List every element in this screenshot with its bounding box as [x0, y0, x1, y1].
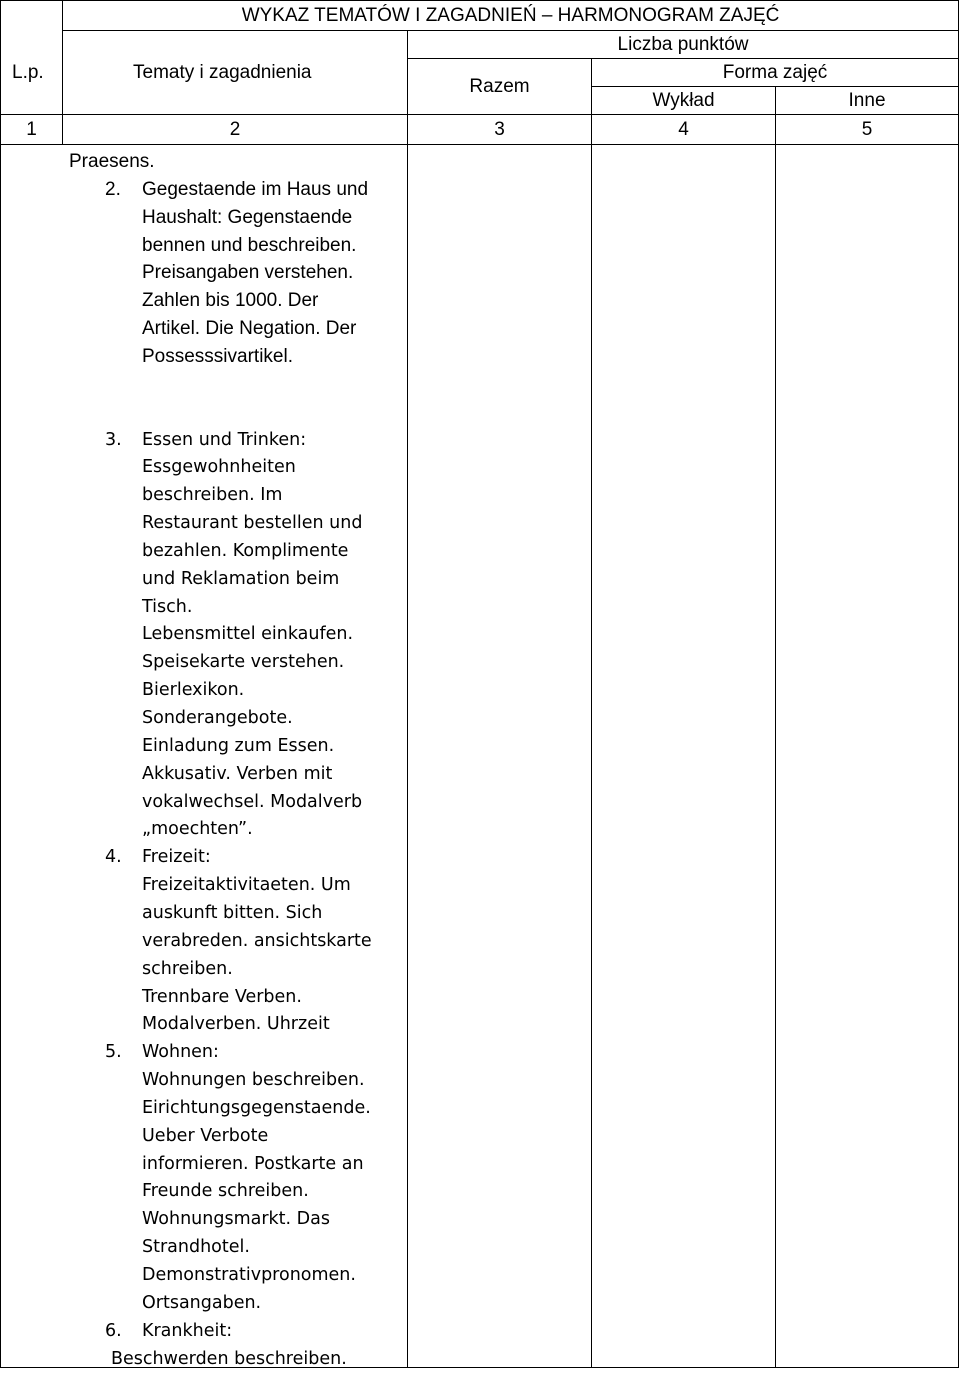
topic-line — [1, 482, 408, 510]
topic-text: Demonstrativpronomen. — [142, 1265, 356, 1285]
topic-text: Possesssivartikel. — [142, 345, 293, 367]
topic-text: Gegestaende im Haus und — [142, 178, 369, 200]
topic-text: Freizeit: — [142, 847, 211, 868]
table-title: WYKAZ TEMATÓW I ZAGADNIEŃ – HARMONOGRAM ZAJĘĆ — [63, 1, 959, 31]
topic-text: informieren. Postkarte an — [142, 1153, 364, 1174]
topic-text: Wohnen: — [142, 1042, 219, 1063]
topic-text: Artikel. Die Negation. Der — [142, 318, 357, 340]
total-header: Razem — [408, 59, 592, 115]
topic-text: Krankheit: — [142, 1320, 233, 1341]
topic-text: auskunft bitten. Sich — [142, 902, 323, 923]
topic-line — [1, 789, 408, 817]
topic-line — [1, 761, 408, 789]
topic-line — [1, 900, 408, 928]
topic-text: Wohnungen beschreiben. — [142, 1070, 365, 1091]
topic-line — [1, 343, 408, 371]
total-cell — [408, 145, 592, 1368]
topic-text: Bierlexikon. — [142, 680, 245, 701]
topic-line — [1, 1206, 408, 1234]
topic-text: Essgewohnheiten — [142, 457, 296, 478]
topic-line — [1, 705, 408, 733]
column-number-3: 3 — [408, 115, 592, 145]
topic-text: verabreden. ansichtskarte — [142, 930, 372, 951]
topic-text: Einladung zum Essen. — [142, 735, 335, 756]
topic-text: Beschwerden beschreiben. — [111, 1348, 347, 1369]
topic-line — [1, 677, 408, 705]
topic-text: Ueber Verbote — [142, 1125, 269, 1146]
topic-text: Freizeitaktivitaeten. Um — [142, 875, 351, 896]
topic-line — [1, 928, 408, 956]
topic-line — [1, 1234, 408, 1262]
topic-text: Ortsangaben. — [142, 1292, 262, 1313]
lp-label: L.p. — [12, 62, 44, 83]
topic-text: bennen und beschreiben. — [142, 234, 357, 256]
topic-text: Tisch. — [142, 596, 193, 617]
topic-text: Eirichtungsgegenstaende. — [142, 1097, 371, 1118]
topic-number: 4. — [105, 847, 122, 868]
topic-line — [1, 1262, 408, 1290]
topic-text: Speisekarte verstehen. — [142, 652, 345, 673]
topic-text: Haushalt: Gegenstaende — [142, 206, 353, 228]
topic-text: „moechten”. — [142, 819, 253, 840]
forms-header: Forma zajęć — [592, 59, 959, 87]
topic-line — [1, 538, 408, 566]
topic-text: Preisangaben verstehen. — [142, 262, 354, 284]
topic-text: Essen und Trinken: — [142, 429, 307, 450]
topic-line — [1, 984, 408, 1012]
topic-line — [1, 427, 408, 455]
topic-line — [1, 148, 408, 176]
topic-line — [1, 176, 408, 204]
topic-text: Freunde schreiben. — [142, 1181, 309, 1202]
topic-number: 3. — [105, 429, 122, 450]
topic-line — [1, 1039, 408, 1067]
topic-line — [1, 594, 408, 622]
topics-label: Tematy i zagadnienia — [133, 62, 312, 83]
other-header: Inne — [776, 87, 959, 115]
topic-text: schreiben. — [142, 958, 233, 979]
topic-number: 2. — [105, 178, 121, 200]
topic-line — [1, 1318, 408, 1346]
topic-line — [1, 566, 408, 594]
topic-text: bezahlen. Komplimente — [142, 540, 349, 561]
column-number-1: 1 — [1, 115, 63, 145]
topic-text: Akkusativ. Verben mit — [142, 763, 333, 784]
topic-line — [1, 232, 408, 260]
topic-line — [1, 454, 408, 482]
topic-number: 5. — [105, 1042, 122, 1063]
topic-line — [1, 816, 408, 844]
column-number-2: 2 — [63, 115, 408, 145]
topic-text: Lebensmittel einkaufen. — [142, 624, 354, 645]
topic-line — [1, 510, 408, 538]
topic-text: Sonderangebote. — [142, 708, 293, 728]
other-cell — [776, 145, 959, 1368]
topic-text: Modalverben. Uhrzeit — [142, 1014, 330, 1035]
topic-line — [1, 649, 408, 677]
topic-text: vokalwechsel. Modalverb — [142, 791, 363, 812]
lp-header-spacer — [1, 1, 63, 115]
topic-line — [1, 1178, 408, 1206]
topic-line — [1, 872, 408, 900]
topic-line — [1, 1123, 408, 1151]
topic-line — [1, 1067, 408, 1095]
topic-text: Praesens. — [69, 151, 155, 172]
topic-number: 6. — [105, 1320, 122, 1341]
topic-line — [1, 204, 408, 232]
topic-line — [1, 259, 408, 287]
topic-line — [1, 1290, 408, 1318]
topics-cell — [1, 145, 408, 1368]
topic-line — [1, 1095, 408, 1123]
topic-line — [1, 956, 408, 984]
topic-line — [1, 399, 408, 427]
topic-line — [1, 371, 408, 399]
topic-line — [1, 844, 408, 872]
topic-text: Strandhotel. — [142, 1237, 250, 1258]
topic-line — [1, 1151, 408, 1179]
topic-line — [1, 315, 408, 343]
topic-line — [1, 621, 408, 649]
topic-text: Zahlen bis 1000. Der — [142, 290, 319, 312]
topic-text: und Reklamation beim — [142, 568, 340, 589]
topic-text: Restaurant bestellen und — [142, 513, 363, 534]
column-number-4: 4 — [592, 115, 776, 145]
topic-line — [1, 287, 408, 315]
column-number-5: 5 — [776, 115, 959, 145]
topic-text: Trennbare Verben. — [142, 986, 302, 1007]
topic-line — [1, 733, 408, 761]
topic-text: beschreiben. Im — [142, 485, 283, 506]
lecture-header: Wykład — [592, 87, 776, 115]
lecture-cell — [592, 145, 776, 1368]
points-header: Liczba punktów — [408, 31, 959, 59]
topic-line — [1, 1011, 408, 1039]
topic-text: Wohnungsmarkt. Das — [142, 1209, 330, 1230]
